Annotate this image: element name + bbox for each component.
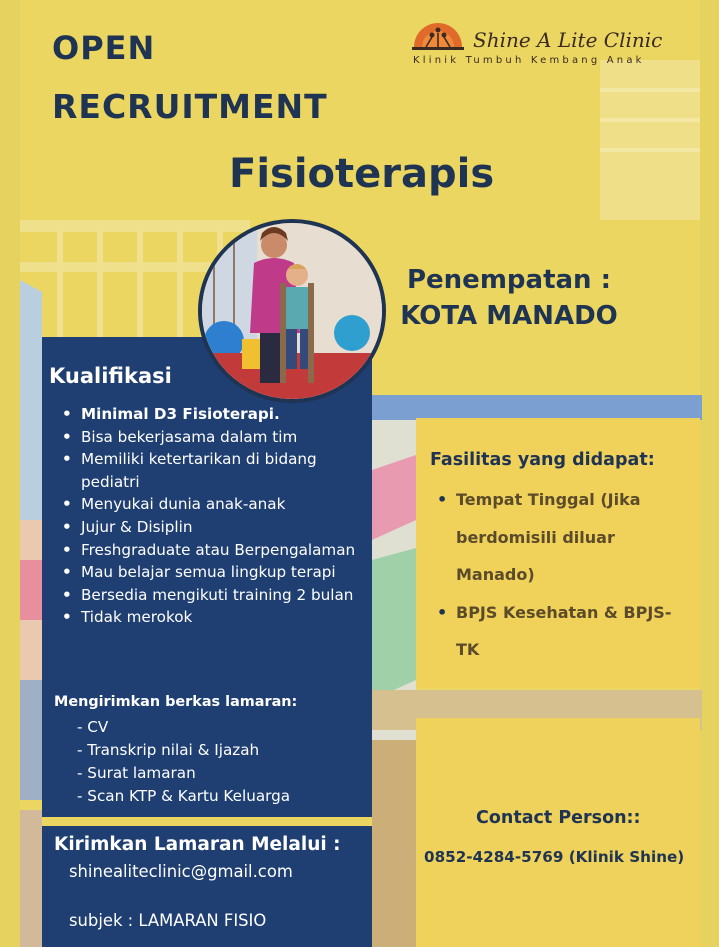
document-item: - Transkrip nilai & Ijazah <box>77 741 260 759</box>
placement-city: KOTA MANADO <box>400 300 618 331</box>
qualification-item: • Mau belajar semua lingkup terapi <box>59 561 364 584</box>
qualifications-list <box>59 403 364 629</box>
facility-item: • Tempat Tinggal (Jika berdomisili diluar Manado) <box>434 481 692 594</box>
qualifications-title: Kualifikasi <box>49 364 172 388</box>
documents-list <box>77 716 290 808</box>
submission-subject: subjek : LAMARAN FISIO <box>69 911 267 930</box>
clinic-tagline: Klinik Tumbuh Kembang Anak <box>413 55 645 66</box>
placement-label: Penempatan : <box>406 265 611 295</box>
qualification-item: • Bersedia mengikuti training 2 bulan <box>59 584 364 607</box>
therapist-child-photo <box>198 219 386 403</box>
submission-email[interactable]: shinealiteclinic@gmail.com <box>69 862 293 881</box>
documents-title: Mengirimkan berkas lamaran: <box>54 694 298 710</box>
qualification-item: • Tidak merokok <box>59 606 364 629</box>
therapist-with-child-photo-icon <box>202 223 382 399</box>
headline-open: OPEN <box>52 29 156 67</box>
contact-title: Contact Person:: <box>476 808 641 828</box>
headline-recruitment: RECRUITMENT <box>52 87 328 126</box>
qualification-item: • Freshgraduate atau Berpengalaman <box>59 539 364 562</box>
document-item: - Scan KTP & Kartu Keluarga <box>77 787 291 805</box>
qualification-item: • Menyukai dunia anak-anak <box>59 493 364 516</box>
qualification-item: • Bisa bekerjasama dalam tim <box>59 426 364 449</box>
contact-panel <box>416 718 700 947</box>
facilities-list <box>434 481 692 669</box>
placement-block <box>369 263 649 335</box>
sunrise-logo-icon <box>412 17 464 51</box>
document-item: - CV <box>77 718 109 736</box>
clinic-name: Shine A Lite Clinic <box>473 28 663 52</box>
qualification-item: • Jujur & Disiplin <box>59 516 364 539</box>
facilities-title: Fasilitas yang didapat: <box>430 450 655 470</box>
document-item: - Surat lamaran <box>77 764 196 782</box>
qualification-item: • Minimal D3 Fisioterapi. <box>59 403 364 426</box>
facility-item: • BPJS Kesehatan & BPJS-TK <box>434 594 692 669</box>
qualification-item: • Memiliki ketertarikan di bidang pediatri <box>59 448 364 493</box>
submission-title: Kirimkan Lamaran Melalui : <box>54 834 341 855</box>
position-title: Fisioterapis <box>229 151 495 197</box>
contact-phone[interactable]: 0852-4284-5769 (Klinik Shine) <box>424 848 685 866</box>
